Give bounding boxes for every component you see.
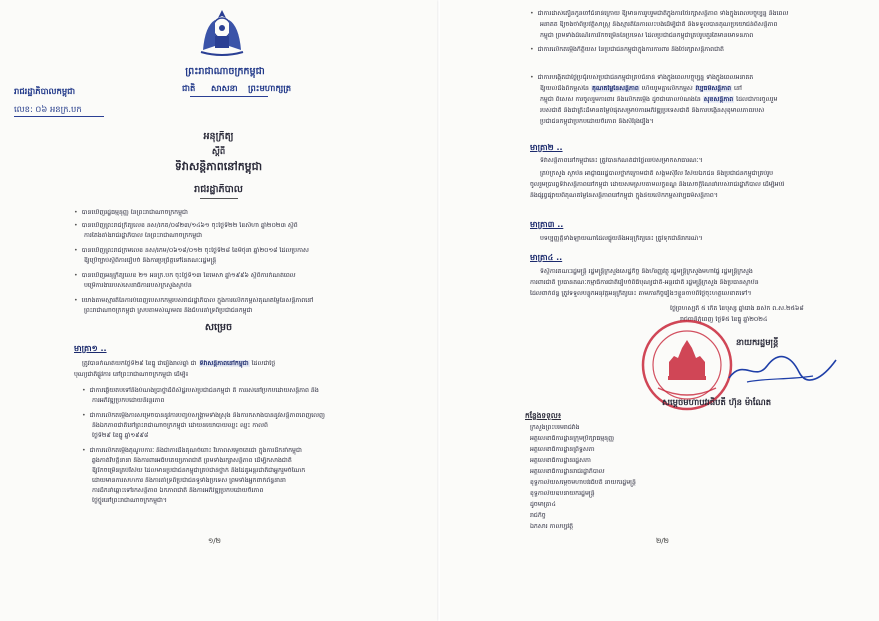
page-number: ១/២ [208, 537, 221, 545]
document-page-2 [440, 0, 879, 621]
purpose-bullet: ប្រជាជនកម្ពុជាប្រកបដោយចីរភាព និងសិរីរុងរឿង។ [540, 118, 654, 125]
recipient-item: អគ្គលេខាធិការដ្ឋានរដ្ឋសភា [530, 457, 591, 464]
motto-underline [190, 96, 268, 97]
document-page-1 [0, 0, 437, 621]
article-4-label: មាត្រា៤ .. [530, 253, 563, 262]
reference-number: លេខ: ០៦ អនក្រ.បក [14, 104, 82, 114]
recipients-heading: កន្លែងទទួល៖ [525, 411, 562, 420]
recipient-item: ឯកសារ កាលប្បវត្តិ [530, 523, 574, 530]
purpose-bullet-highlighted: កម្ពុជា ពិសេស ការចូលរួមការពារ និងលើកតម្កើង ដូចជាគោលបំណងនៃ សុខសន្តិភាព ដែលជាការចូលរួម [540, 96, 778, 103]
recipient-item: ដូចមាត្រា៤ [530, 501, 556, 508]
decision-heading: សម្រេច [204, 322, 233, 333]
recipient-item: អគ្គលេខាធិការដ្ឋានក្រុមប្រឹក្សាធម្មនុញ្ញ [530, 435, 614, 442]
preamble-line: • បានឃើញអនុក្រឹត្យលេខ ២១ អនក្រ.បក ចុះថ្ងៃទី១៣ ខែមេសា ឆ្នាំ១៩៩៦ ស្តីពីការកំណត់ពេល [74, 272, 296, 280]
purpose-bullet: កម្ពុជា ព្រមទាំងដំណើរការរីកចម្រើននៃប្រទេស ដែលប្រជាជនកម្ពុជាគ្រប់រូបគួរតែមានមោទនភាព [540, 32, 754, 39]
article-1-bullet: ឆ្លងកាត់វិបត្តិនានា និងការពារអធិបតេយ្យភាពជាតិ ព្រមទាំងរក្សាសន្តិភាព ដើម្បីកសាងជាតិ [92, 457, 292, 464]
peace-day-highlight: ទិវាសន្តិភាពនៅកម្ពុជា [199, 360, 249, 367]
government-heading: រាជរដ្ឋាភិបាលកម្ពុជា [14, 86, 76, 96]
article-1-bullet: ដោយមានការសហការ និងការគាំទ្រពីប្រជាជនទូទាំងប្រទេស ព្រមទាំងអ្នកពាក់ព័ន្ធនានា [92, 477, 286, 484]
preamble-line: ព្រះរាជាណាចក្រកម្ពុជា ស្របតាមសំណូមពរ និងជំហរគាំទ្រពីប្រជាជនកម្ពុជា [84, 307, 253, 314]
motto-nation: ជាតិ [182, 83, 196, 93]
recipient-item: ក្រសួងព្រះបរមរាជវាំង [530, 424, 580, 431]
purpose-bullet: • ជាការបង្កើតជាថ្ងៃប្រជុំរបស់ប្រជាជនកម្ពុជាគ្រប់ជំនាន់ ទាំងក្នុងពេលបច្ចុប្បន្ន ទាំងក្នុងពេលអនាគត [530, 74, 870, 82]
article-2-text: និងផ្សព្វផ្សាយពីគុណតម្លៃនៃសន្តិភាពនៅកម្ពុជា ក្នុងន័យលើកកម្ពស់វប្បធម៌សន្តិភាព។ [530, 192, 718, 199]
motto-religion: សាសនា [211, 83, 238, 93]
article-3-text: បទប្បញ្ញត្តិទាំងឡាយណាដែលផ្ទុយនឹងអនុក្រឹត្យនេះ ត្រូវទុកជានិរាករណ៍។ [540, 235, 703, 242]
decree-subject: ទិវាសន្តិភាពនៅកម្ពុជា [174, 160, 263, 173]
article-1-bullet: ការអភិវឌ្ឍប្រកបដោយនិរន្តរភាព [92, 397, 165, 404]
article-1-label: មាត្រា១ .. [74, 344, 107, 353]
purpose-bullet: • ជាការលើកតម្កើងកិត្តិយស នៃប្រជាជនកម្ពុជាក្នុងការការពារ និងថែរក្សាសន្តិភាពជាតិ [530, 46, 870, 54]
about-label: ស្តីពី [211, 146, 226, 156]
recipient-item: រាជកិច្ច [530, 512, 546, 519]
preamble-line: • បានឃើញរដ្ឋធម្មនុញ្ញ នៃព្រះរាជាណាចក្រកម្ពុជា [74, 209, 188, 217]
preamble-line: បម្រើការងាររបស់សេនាធិការរបស់ក្រសួងស្ថាប័ន [84, 282, 192, 289]
lunar-date: ថ្ងៃព្រហស្បតិ៍ ៥ កើត ខែបុស្ស ឆ្នាំរោង ឆស័ក ព.ស.២៥៦៨ [670, 305, 804, 312]
article-1-bullet: ការដឹកនាំឆ្ពោះទៅរកសន្តិភាព ឯកភាពជាតិ និងការអភិវឌ្ឍប្រកបដោយចីរភាព [92, 487, 264, 494]
article-1-bullet: ឱ្យរីកចម្រើនគ្រប់វិស័យ ដែលមានប្រជាជនកម្ពុជាគ្រប់ជាន់ថ្នាក់ និងដៃគូអន្តរជាតិជាអ្នករួមចំណែក [92, 467, 306, 474]
page-number: ២/២ [656, 537, 669, 545]
article-1-bullet: • ជាការឆ្លើយតបទៅនឹងបំណងប្រាថ្នាដ៏ពិសិដ្ឋរបស់ប្រជាជនកម្ពុជា គឺ ការរស់នៅប្រកបដោយសន្តិភាព និង [82, 387, 427, 395]
article-4-text: ដែលពាក់ព័ន្ធ ត្រូវទទួលបន្ទុកអនុវត្តអនុក្រឹត្យនេះ តាមភារកិច្ចរៀងៗខ្លួនចាប់ពីថ្ងៃចុះហត្ថលេខាតទៅ។ [530, 290, 752, 297]
article-1-text: បុណ្យជាតិផ្លូវការ នៅព្រះរាជាណាចក្រកម្ពុជា ដើម្បី៖ [74, 371, 189, 378]
article-1-bullet: ថ្ងៃទី២៩ ខែធ្នូ ឆ្នាំ១៩៩៨ [92, 432, 149, 439]
document-type: អនុក្រឹត្យ [203, 131, 234, 142]
article-2-text: គ្រប់ក្រសួង ស្ថាប័ន អាជ្ញាធររដ្ឋបាលថ្នាក់ក្រោមជាតិ សង្គមស៊ីវិល វិស័យឯកជន និងប្រជាជនកម្ពុជាគ្រប់រូប [540, 170, 774, 177]
article-1-bullet: • ជាការលើកតម្កើងការសម្រេចបាននូវការបញ្ចប់សង្គ្រាមទាំងស្រុង និងការកសាងបាននូវសន្តិភាពពេញលេញ [82, 412, 427, 420]
article-2-label: មាត្រា២ .. [530, 143, 563, 152]
article-3-label: មាត្រា៣ .. [530, 220, 564, 229]
article-4-text: ការពារជាតិ ប្រធានគណៈកម្មាធិការជាតិរៀបចំពិធីបុណ្យជាតិ-អន្តរជាតិ រដ្ឋមន្ត្រីក្រសួង និងប្រធានស្ថាប័ន [530, 279, 759, 286]
ref-underline [14, 116, 104, 117]
article-1-bullet: ថ្លៃថ្នូរនៅព្រះរាជាណាចក្រកម្ពុជា។ [92, 497, 167, 504]
preamble-line: • បានឃើញព្រះរាជក្រមលេខ នស/រកម/០៦១៨/០១២ ចុះថ្ងៃទី២៨ ខែមិថុនា ឆ្នាំ២០១៨ ដែលប្រកាស [74, 247, 309, 255]
solar-date: រាជធានីភ្នំពេញ ថ្ងៃទី៥ ខែធ្នូ ឆ្នាំ២០២៤ [680, 316, 768, 323]
title-divider [200, 198, 238, 199]
preamble-line: • យោងតាមស្មារតីនៃការបំពេញបេសកកម្មរបស់រាជរដ្ឋាភិបាល ក្នុងការលើកកម្ពស់គុណតម្លៃនៃសន្តិភាពនៅ [74, 297, 424, 305]
signatory-title: នាយករដ្ឋមន្ត្រី [736, 337, 779, 347]
purpose-bullet: របស់ជាតិ និងជាគ្រឹះដ៏មានតម្លៃបំផុតសម្រាប់ការអភិវឌ្ឍប្រទេសជាតិ និងការបង្កើនសុខុមាលភាពរបស់ [540, 107, 765, 114]
recipient-item: ខុទ្ទកាល័យសម្តេចមហាបវរធិបតី នាយករដ្ឋមន្ត្រី [530, 479, 636, 486]
recipient-item: អគ្គលេខាធិការដ្ឋានព្រឹទ្ធសភា [530, 446, 595, 453]
article-4-text: ទីស្តីការគណៈរដ្ឋមន្ត្រី រដ្ឋមន្ត្រីក្រសួងសេដ្ឋកិច្ច និងហិរញ្ញវត្ថុ រដ្ឋមន្ត្រីក្រសួងមហាផ្ទៃ រដ្ឋមន្ត្រីក្រសួង [540, 268, 753, 275]
article-2-text: ចូលរួមប្រារព្ធទិវាសន្តិភាពនៅកម្ពុជា ដោយសមស្របតាមលក្ខខណ្ឌ និងសេចក្តីណែនាំរបស់រាជរដ្ឋាភិបាល ដើម្បីអប់រំ [530, 181, 785, 188]
purpose-bullet: អនាគត ឱ្យចងចាំពីប្រវត្តិសាស្រ្ត និងស្មារតីនៃការលះបង់ដើម្បីជាតិ និងទទួលបានគុណប្រយោជន៍ពីសន្តិភាព [540, 21, 778, 28]
article-1-bullet: • ជាការលើកតម្កើងគុណូបការៈ និងជាការដឹងគុណចំពោះ វីរភាពសម្តេចតេជោ ក្នុងការដឹកនាំកម្ពុជា [82, 447, 427, 455]
purpose-bullet: • ជាការដាស់តឿនកូនចៅជំនាន់ក្រោយ ឱ្យមានការរួបរួមជាតិក្នុងការថែរក្សាសន្តិភាព ទាំងក្នុងពេលបច្ចុប្បន្ន និងពេល [530, 10, 870, 18]
article-2-text: ទិវាសន្តិភាពនៅកម្ពុជានេះ ត្រូវបានកំណត់ជាថ្ងៃឈប់សម្រាកសាធារណៈ។ [540, 157, 703, 164]
recipient-item: ខុទ្ទកាល័យឧបនាយករដ្ឋមន្ត្រី [530, 490, 595, 497]
preamble-line: ឱ្យប្រើច្បាប់ស្តីពីការរៀបចំ និងការប្រព្រឹត្តទៅនៃគណៈរដ្ឋមន្ត្រី [84, 257, 217, 264]
article-1-text: ត្រូវបានកំណត់យកថ្ងៃទី២៩ ខែធ្នូ ជារៀងរាល់ឆ្នាំ ជា ទិវាសន្តិភាពនៅកម្ពុជា ដែលជាថ្ងៃ [82, 360, 276, 367]
article-1-bullet: និងឯកភាពជាតិនៅព្រះរាជាណាចក្រកម្ពុជា ដោយនយោបាយឈ្នះ ឈ្នះ កាលពី [92, 422, 268, 429]
preamble-line: ការតែងតាំងរាជរដ្ឋាភិបាល នៃព្រះរាជាណាចក្រកម្ពុជា [84, 232, 203, 239]
motto-king: ព្រះមហាក្សត្រ [248, 83, 292, 93]
recipient-item: អគ្គលេខាធិការដ្ឋានរាជរដ្ឋាភិបាល [530, 468, 605, 475]
signature-icon [725, 348, 840, 388]
signatory-name: សម្តេចមហាបវរធិបតី ហ៊ុន ម៉ាណែត [662, 397, 772, 407]
kingdom-title: ព្រះរាជាណាចក្រកម្ពុជា [185, 66, 265, 77]
royal-crest-icon [193, 6, 251, 58]
purpose-bullet-highlighted: ឱ្យយល់ដឹងពីកម្ពស់នៃ គុណតម្លៃនៃសន្តិភាព ហើយរួមគ្នាលើកកម្ពស់ វប្បធម៌សន្តិភាព នៅ [540, 85, 742, 92]
government-label: រាជរដ្ឋាភិបាល [194, 184, 243, 195]
preamble-line: • បានឃើញព្រះរាជក្រឹត្យលេខ នស/រកត/០៨២៣/១៤៦១ ចុះថ្ងៃទី២២ ខែសីហា ឆ្នាំ២០២៣ ស្តីពី [74, 222, 298, 230]
